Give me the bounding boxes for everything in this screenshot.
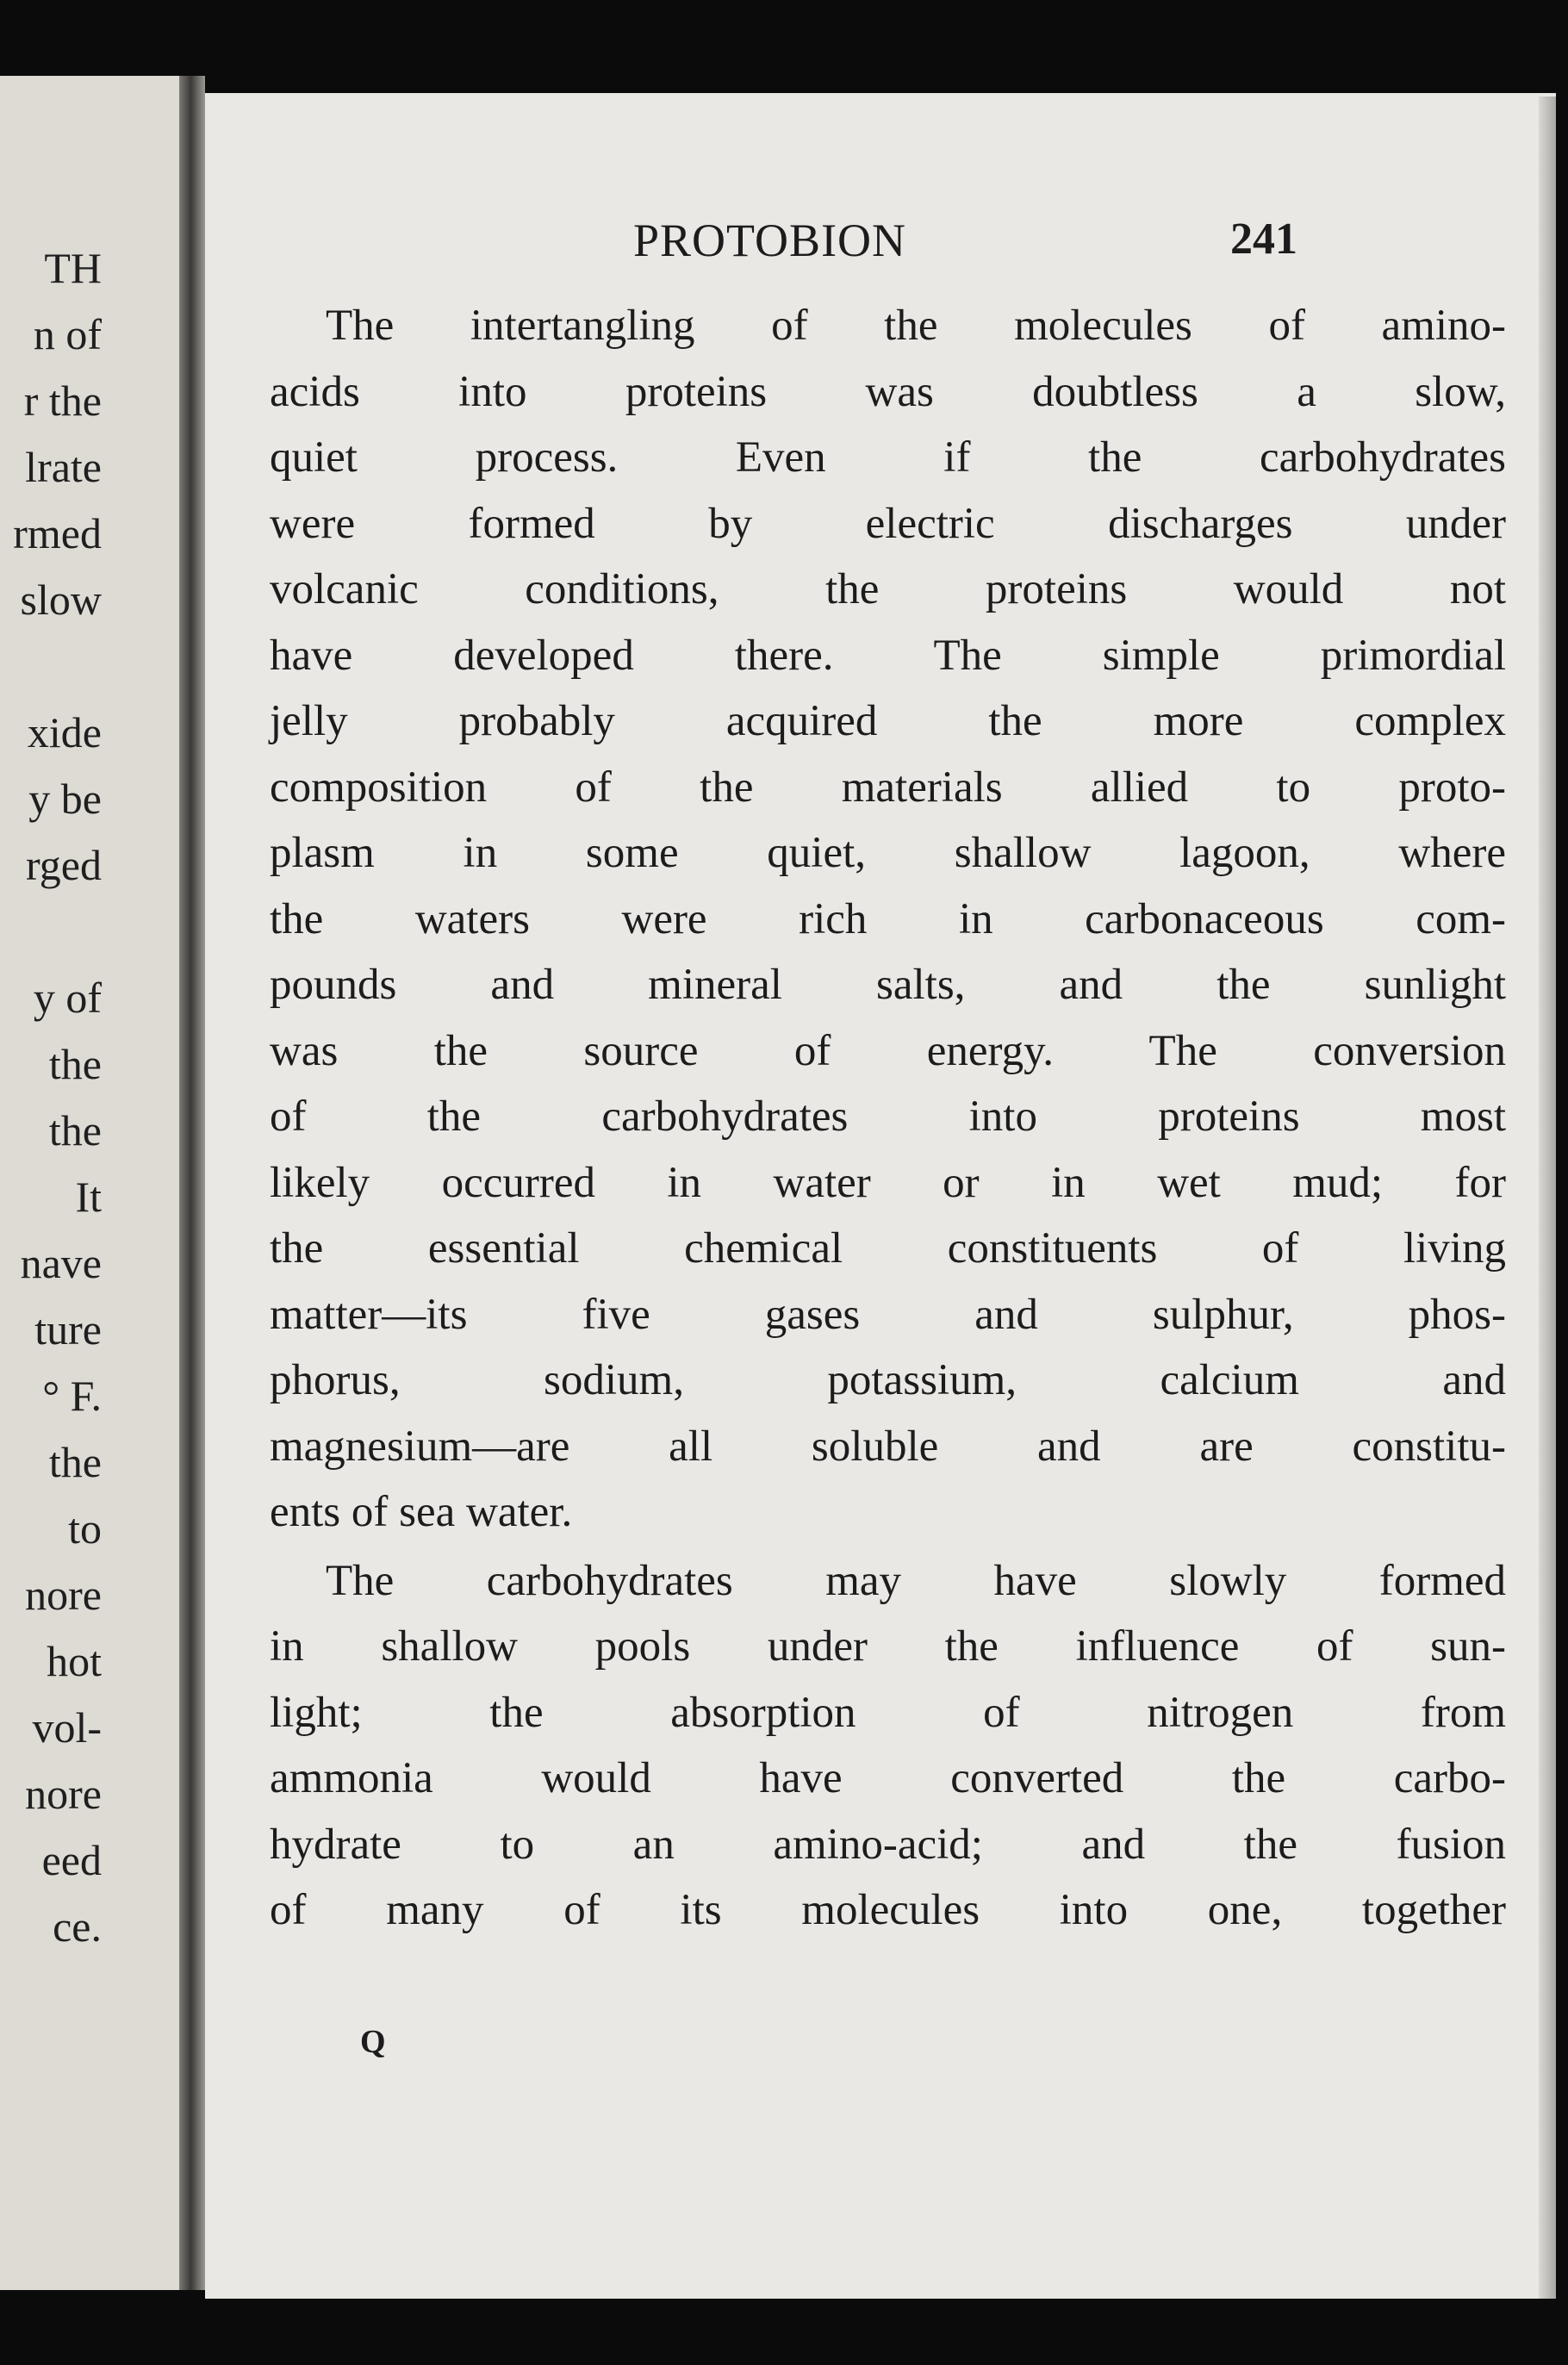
left-page-line: hot <box>47 1637 102 1685</box>
signature-mark: Q <box>360 2024 386 2060</box>
left-page-line: vol- <box>32 1703 102 1752</box>
text-line: ents of sea water. <box>270 1488 573 1536</box>
left-page-line: nore <box>25 1571 102 1619</box>
text-line: likely occurred in water or in wet mud; for <box>270 1158 1506 1207</box>
left-page-line: TH <box>44 244 102 292</box>
text-line: of many of its molecules into one, together <box>270 1886 1506 1934</box>
left-page-line: y of <box>33 974 102 1022</box>
left-page-line: the <box>48 1438 102 1486</box>
left-page-line: lrate <box>25 443 102 491</box>
text-line: acids into proteins was doubtless a slow, <box>270 367 1506 416</box>
left-page-line: the <box>48 1040 102 1088</box>
left-page-line: n of <box>33 310 102 358</box>
text-line: were formed by electric discharges under <box>270 499 1506 548</box>
left-page-line <box>0 899 102 965</box>
text-line: hydrate to an amino-acid; and the fusion <box>270 1820 1506 1869</box>
text-line: phorus, sodium, potassium, calcium and <box>270 1356 1506 1404</box>
body-text <box>270 293 1506 1944</box>
text-line: plasm in some quiet, shallow lagoon, where <box>270 829 1506 877</box>
text-line: the waters were rich in carbonaceous com- <box>270 894 1506 943</box>
left-page-text <box>0 235 102 1960</box>
left-page-line: It <box>75 1173 102 1221</box>
left-page-line: the <box>48 1106 102 1154</box>
left-page-line: r the <box>23 377 102 425</box>
paragraph-1 <box>270 293 1506 1546</box>
left-page-line: rged <box>26 841 102 889</box>
running-title: PROTOBION <box>633 215 907 266</box>
text-line: was the source of energy. The conversion <box>270 1026 1506 1075</box>
text-line: pounds and mineral salts, and the sunlight <box>270 961 1506 1009</box>
text-line: quiet process. Even if the carbohydrates <box>270 433 1506 482</box>
left-page-line: eed <box>41 1836 102 1884</box>
page-number: 241 <box>1230 215 1297 264</box>
paragraph-2 <box>270 1548 1506 1944</box>
left-page-line: to <box>68 1504 102 1553</box>
left-page-line: nore <box>25 1770 102 1818</box>
text-line: The carbohydrates may have slowly formed <box>326 1556 1506 1605</box>
text-line: volcanic conditions, the proteins would not <box>270 565 1506 613</box>
book-gutter <box>179 76 205 2290</box>
left-page-line: ce. <box>53 1902 102 1951</box>
left-page-line: slow <box>20 576 102 624</box>
running-head <box>205 214 1556 283</box>
left-page-line: xide <box>27 708 102 756</box>
text-line: jelly probably acquired the more complex <box>270 697 1506 745</box>
left-page-line: rmed <box>13 509 102 557</box>
text-line: ammonia would have converted the carbo- <box>270 1754 1506 1802</box>
left-page-line <box>0 633 102 700</box>
text-line: magnesium—are all soluble and are constitu- <box>270 1422 1506 1471</box>
text-line: have developed there. The simple primordial <box>270 631 1506 680</box>
text-line: of the carbohydrates into proteins most <box>270 1092 1506 1141</box>
left-page-line: ture <box>34 1305 102 1354</box>
text-line: in shallow pools under the influence of sun- <box>270 1622 1506 1671</box>
text-line: matter—its five gases and sulphur, phos- <box>270 1290 1506 1339</box>
text-line: The intertangling of the molecules of amino- <box>326 302 1506 350</box>
left-page-fragment <box>0 76 179 2290</box>
left-page-line: nave <box>20 1239 102 1287</box>
text-line: light; the absorption of nitrogen from <box>270 1688 1506 1737</box>
text-line: composition of the materials allied to proto- <box>270 762 1506 812</box>
left-page-line: y be <box>28 775 102 823</box>
left-page-line: ° F. <box>42 1372 102 1420</box>
page-edge <box>1539 96 1556 2299</box>
right-page <box>205 93 1556 2299</box>
text-line: the essential chemical constituents of living <box>270 1224 1506 1273</box>
